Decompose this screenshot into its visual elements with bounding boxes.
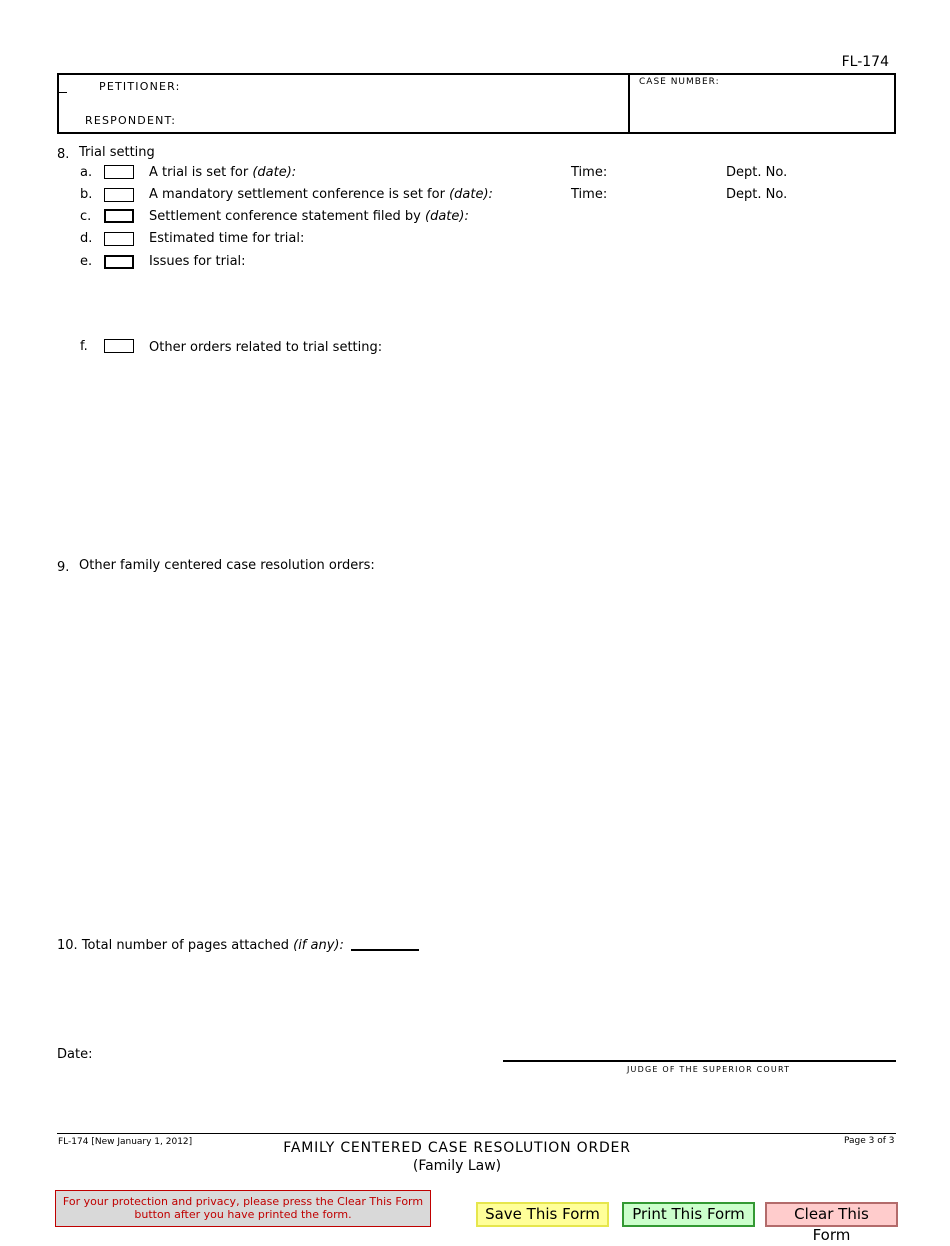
item-8b-label: A mandatory settlement conference is set for (date): [149, 187, 493, 202]
item-8d-letter: d. [80, 231, 93, 246]
respondent-label: RESPONDENT: [85, 114, 177, 127]
print-form-button[interactable]: Print This Form [622, 1202, 755, 1227]
caption-divider [628, 75, 630, 132]
caption-box [57, 73, 896, 134]
item-9-number: 9. [57, 560, 70, 575]
item-8c-label: Settlement conference statement filed by (date): [149, 209, 469, 224]
item-8f-checkbox[interactable] [104, 339, 134, 353]
footer-form-revision: FL-174 [New January 1, 2012] [58, 1137, 193, 1147]
clear-form-button[interactable]: Clear This Form [765, 1202, 898, 1227]
item-8e-checkbox[interactable] [104, 255, 134, 269]
item-8b-checkbox[interactable] [104, 188, 134, 202]
item-8a-letter: a. [80, 165, 93, 180]
item-8a-dept-label: Dept. No. [726, 165, 788, 180]
item-8d-checkbox[interactable] [104, 232, 134, 246]
footer-rule [57, 1133, 896, 1134]
item-8-title: Trial setting [79, 145, 155, 160]
item-8a-checkbox[interactable] [104, 165, 134, 179]
item-8a-time-label: Time: [571, 165, 608, 180]
date-label: Date: [57, 1047, 93, 1062]
footer-subtitle: (Family Law) [412, 1158, 502, 1174]
item-8d-label: Estimated time for trial: [149, 231, 305, 246]
item-8c-checkbox[interactable] [104, 209, 134, 223]
item-8e-label: Issues for trial: [149, 254, 246, 269]
item-8a-label: A trial is set for (date): [149, 165, 297, 180]
item-8f-label: Other orders related to trial setting: [149, 340, 383, 355]
caption-tick [59, 92, 67, 93]
item-8b-time-label: Time: [571, 187, 608, 202]
item-8e-letter: e. [80, 254, 93, 269]
footer-page-number: Page 3 of 3 [844, 1136, 895, 1146]
item-8f-letter: f. [80, 339, 88, 354]
item-8b-dept-label: Dept. No. [726, 187, 788, 202]
pages-attached-field[interactable] [351, 949, 419, 951]
case-number-label: CASE NUMBER: [639, 77, 720, 87]
item-8-number: 8. [57, 147, 70, 162]
item-8c-letter: c. [80, 209, 92, 224]
item-10-label: 10. Total number of pages attached (if any): [57, 938, 344, 953]
petitioner-label: PETITIONER: [99, 80, 181, 93]
judge-signature-line [503, 1060, 896, 1062]
item-9-label: Other family centered case resolution orders: [79, 558, 375, 573]
privacy-notice: For your protection and privacy, please press the Clear This Form button after you have printed the form. [55, 1190, 431, 1227]
judge-label: JUDGE OF THE SUPERIOR COURT [627, 1065, 791, 1074]
footer-title: FAMILY CENTERED CASE RESOLUTION ORDER [283, 1140, 631, 1156]
form-id: FL-174 [841, 54, 889, 70]
item-8b-letter: b. [80, 187, 93, 202]
save-form-button[interactable]: Save This Form [476, 1202, 609, 1227]
